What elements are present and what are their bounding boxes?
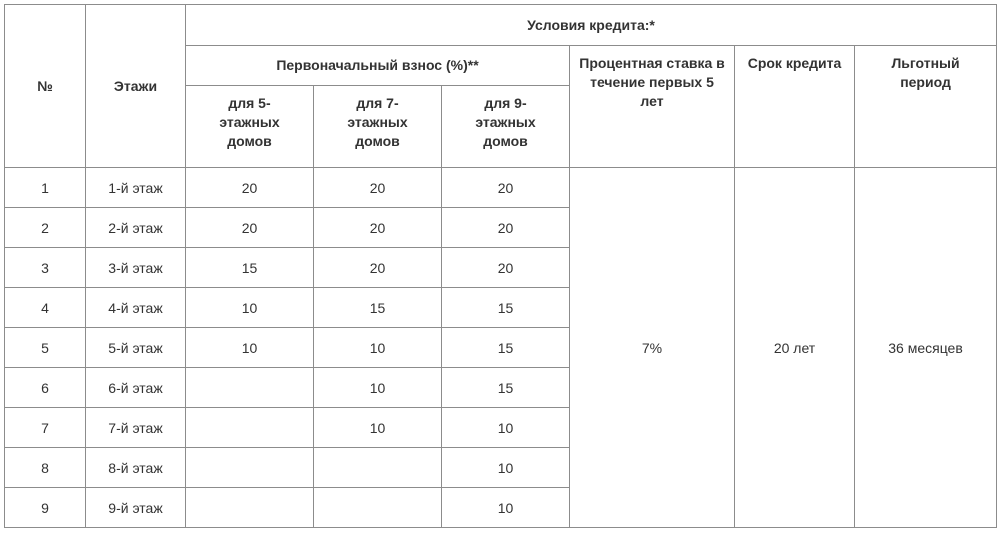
table-row	[5, 168, 997, 208]
header-sub-7-text: для 7-этажных домов	[347, 95, 408, 149]
cell-v5: 20	[186, 168, 314, 208]
header-sub-7	[314, 86, 442, 168]
header-conditions: Условия кредита:*	[186, 5, 997, 46]
cell-num: 8	[5, 448, 86, 488]
cell-v5: 10	[186, 288, 314, 328]
cell-v7: 10	[314, 368, 442, 408]
cell-v9: 15	[442, 368, 570, 408]
cell-floor: 3-й этаж	[86, 248, 186, 288]
cell-v7: 10	[314, 328, 442, 368]
cell-v9: 10	[442, 408, 570, 448]
cell-v9: 20	[442, 248, 570, 288]
cell-v7	[314, 488, 442, 528]
header-term	[735, 46, 855, 168]
cell-floor: 9-й этаж	[86, 488, 186, 528]
header-term-text: Срок кредита	[747, 55, 842, 71]
cell-v5	[186, 368, 314, 408]
cell-rate: 7%	[570, 168, 735, 528]
header-rate	[570, 46, 735, 168]
cell-floor: 5-й этаж	[86, 328, 186, 368]
cell-num: 2	[5, 208, 86, 248]
cell-num: 7	[5, 408, 86, 448]
cell-v5: 15	[186, 248, 314, 288]
cell-v9: 20	[442, 208, 570, 248]
cell-v9: 20	[442, 168, 570, 208]
cell-term: 20 лет	[735, 168, 855, 528]
cell-v7: 20	[314, 208, 442, 248]
cell-floor: 4-й этаж	[86, 288, 186, 328]
cell-v5	[186, 488, 314, 528]
cell-v7: 20	[314, 248, 442, 288]
header-num: №	[5, 5, 86, 168]
cell-floor: 1-й этаж	[86, 168, 186, 208]
cell-v7: 20	[314, 168, 442, 208]
header-grace	[855, 46, 997, 168]
cell-num: 9	[5, 488, 86, 528]
cell-v7: 15	[314, 288, 442, 328]
credit-conditions-table	[4, 4, 997, 528]
header-sub-9	[442, 86, 570, 168]
header-sub-5	[186, 86, 314, 168]
header-floors: Этажи	[86, 5, 186, 168]
cell-floor: 7-й этаж	[86, 408, 186, 448]
header-sub-5-text: для 5-этажных домов	[219, 95, 280, 149]
cell-v9: 10	[442, 488, 570, 528]
cell-num: 4	[5, 288, 86, 328]
cell-v5: 20	[186, 208, 314, 248]
cell-floor: 6-й этаж	[86, 368, 186, 408]
header-grace-text: Льготный период	[891, 55, 960, 90]
header-down-payment: Первоначальный взнос (%)**	[186, 46, 570, 86]
cell-v5: 10	[186, 328, 314, 368]
cell-floor: 8-й этаж	[86, 448, 186, 488]
cell-v9: 15	[442, 288, 570, 328]
header-rate-text: Процентная ставка в течение первых 5 лет	[579, 55, 725, 109]
cell-num: 3	[5, 248, 86, 288]
cell-num: 1	[5, 168, 86, 208]
cell-v9: 10	[442, 448, 570, 488]
header-sub-9-text: для 9-этажных домов	[475, 95, 536, 149]
cell-v7	[314, 448, 442, 488]
cell-grace: 36 месяцев	[855, 168, 997, 528]
cell-num: 6	[5, 368, 86, 408]
cell-v7: 10	[314, 408, 442, 448]
cell-v9: 15	[442, 328, 570, 368]
cell-v5	[186, 408, 314, 448]
cell-floor: 2-й этаж	[86, 208, 186, 248]
cell-v5	[186, 448, 314, 488]
cell-num: 5	[5, 328, 86, 368]
